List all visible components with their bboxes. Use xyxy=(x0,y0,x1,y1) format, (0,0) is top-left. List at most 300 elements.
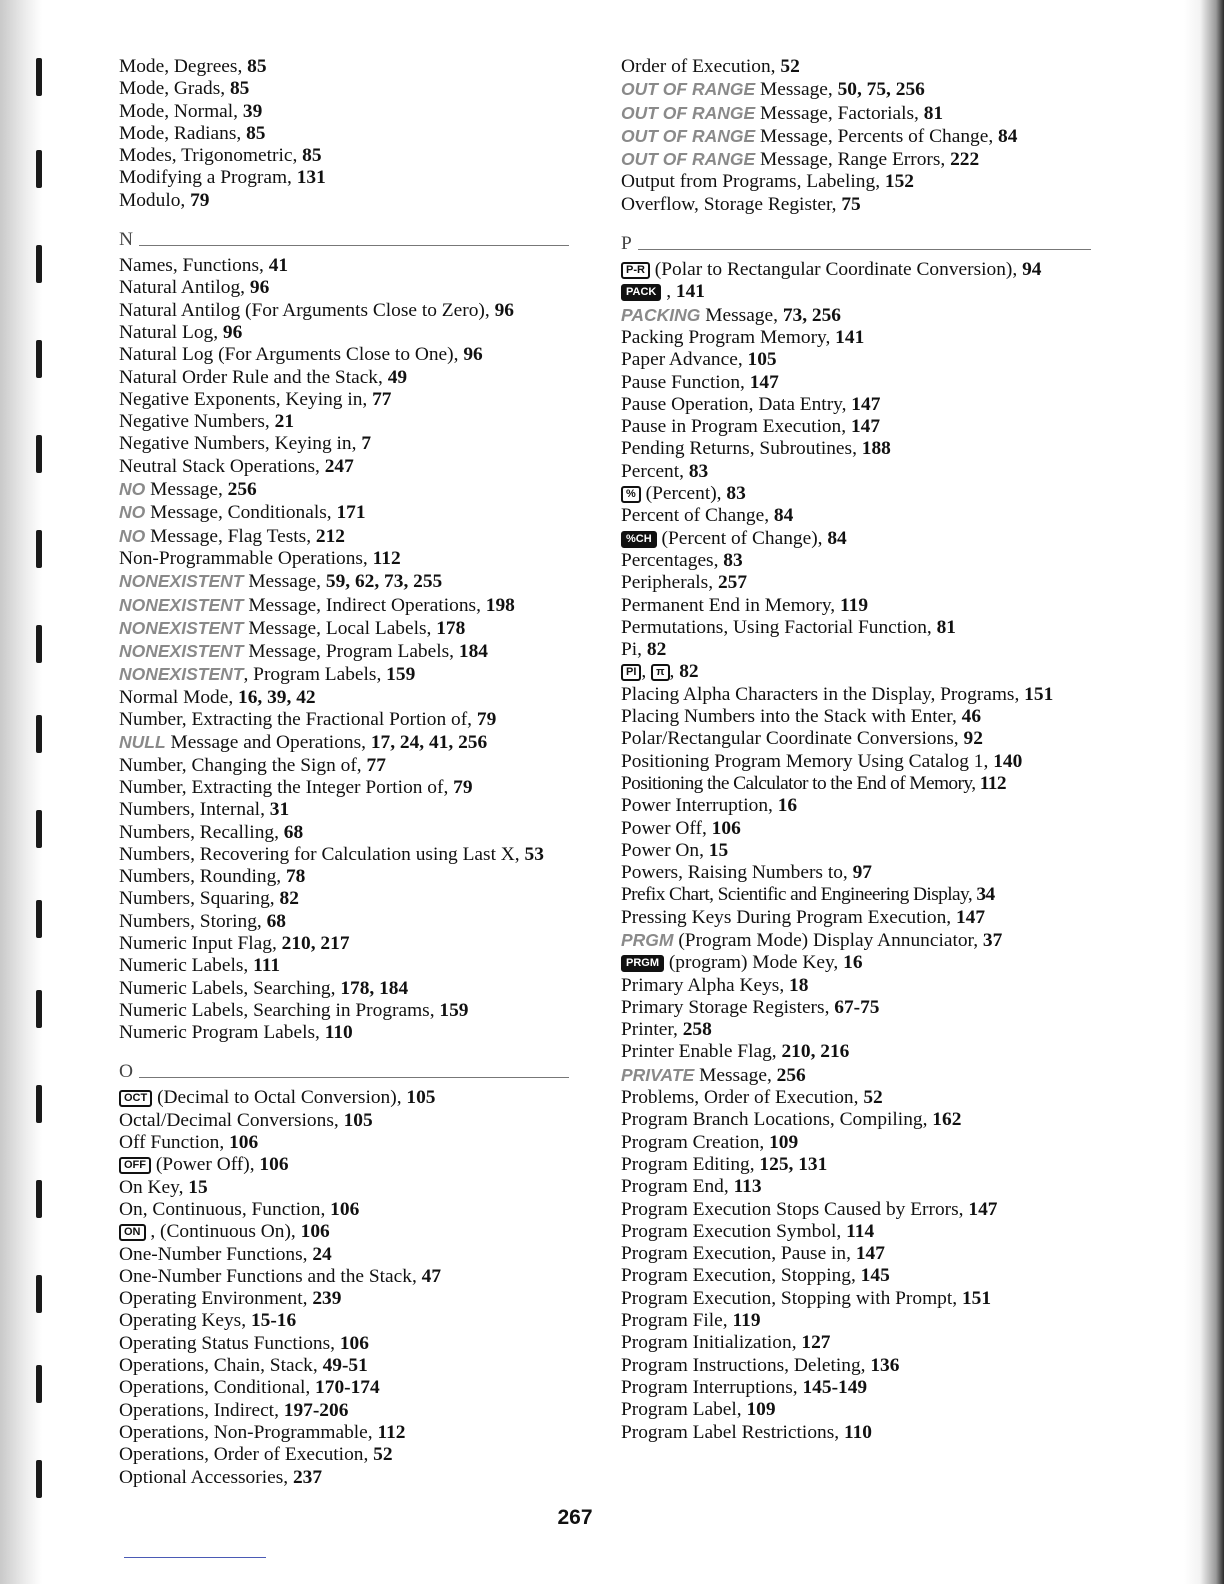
page-ref: 79 xyxy=(453,776,473,798)
display-message: NO xyxy=(119,525,146,546)
entry-text: Placing Numbers into the Stack with Enter, xyxy=(621,706,962,728)
page-ref: 16, 39, 42 xyxy=(238,686,316,708)
index-entry xyxy=(119,687,569,709)
index-entry xyxy=(119,344,569,366)
index-entry xyxy=(621,706,1091,728)
entry-text: Numeric Input Flag, xyxy=(119,932,282,954)
page-ref: 85 xyxy=(247,56,267,77)
entry-text: Message and Operations, xyxy=(165,732,371,754)
entry-text: Program Label Restrictions, xyxy=(621,1421,844,1443)
page-ref: 96 xyxy=(249,277,270,299)
index-entry xyxy=(119,911,569,933)
page-ref: 83 xyxy=(723,549,743,571)
index-entry xyxy=(621,483,1091,505)
index-entry xyxy=(119,1377,569,1399)
page-ref: 82 xyxy=(679,661,699,683)
index-entry xyxy=(621,1288,1091,1310)
entry-text: Percent, xyxy=(621,460,689,482)
index-entry xyxy=(119,640,569,663)
index-entry xyxy=(621,1199,1091,1221)
index-entry xyxy=(119,866,569,888)
index-entry xyxy=(119,755,569,777)
index-entry xyxy=(621,639,1091,661)
index-entry xyxy=(621,349,1091,371)
page-ref: 49-51 xyxy=(322,1355,368,1377)
page-ref: 97 xyxy=(852,862,872,884)
index-column-left xyxy=(119,56,569,1489)
section-letter-p xyxy=(621,233,1091,255)
page-ref: 147 xyxy=(968,1198,998,1220)
page-ref: 18 xyxy=(789,974,809,996)
calculator-key-icon: OCT xyxy=(119,1090,152,1107)
calculator-key-icon: PRGM xyxy=(621,955,664,972)
index-entry xyxy=(119,844,569,866)
index-entry xyxy=(119,411,569,433)
entry-text: Natural Log, xyxy=(119,321,223,343)
page-ref: 59, 62, 73, 255 xyxy=(325,571,443,593)
entry-text: Numbers, Rounding, xyxy=(119,866,286,888)
page-ref: 83 xyxy=(688,460,709,482)
index-entry xyxy=(621,416,1091,438)
entry-text: Program Initialization, xyxy=(621,1332,802,1354)
index-entry xyxy=(621,952,1091,974)
page-ref: 113 xyxy=(733,1176,762,1198)
calculator-key-icon: OFF xyxy=(119,1157,151,1174)
entry-text: (program) Mode Key, xyxy=(664,952,844,974)
entry-text: Message, Program Labels, xyxy=(243,641,459,663)
page-ref: 239 xyxy=(312,1288,342,1310)
entry-text: Numbers, Recalling, xyxy=(119,821,284,843)
entry-text: Message, xyxy=(694,1064,777,1086)
display-message: OUT OF RANGE xyxy=(621,149,756,170)
index-entry xyxy=(119,389,569,411)
index-entry xyxy=(621,304,1091,327)
entry-text: Positioning the Calculator to the End of Memory, xyxy=(621,772,980,794)
page-ref: 52 xyxy=(863,1087,883,1109)
binding-hole xyxy=(36,715,42,753)
page-ref: 68 xyxy=(283,821,304,843)
entry-text: Polar/Rectangular Coordinate Conversions, xyxy=(621,728,964,750)
entry-text: Percentages, xyxy=(621,549,724,571)
page-ref: 96 xyxy=(222,321,243,343)
index-entry xyxy=(621,1176,1091,1198)
index-entry xyxy=(119,300,569,322)
entry-text: Program Creation, xyxy=(621,1131,770,1153)
page-ref: 140 xyxy=(993,750,1023,772)
entry-text: Operating Keys, xyxy=(119,1310,251,1332)
bottom-rule xyxy=(124,1557,266,1558)
display-message: NO xyxy=(119,502,146,523)
page-ref: 112 xyxy=(377,1421,406,1443)
entry-text: Negative Exponents, Keying in, xyxy=(119,388,373,410)
page-ref: 212 xyxy=(315,525,345,547)
page-ref: 145 xyxy=(860,1265,890,1287)
index-entry xyxy=(621,56,1091,78)
page-ref: 256 xyxy=(227,479,257,501)
index-entry xyxy=(621,171,1091,193)
entry-text: (Percent of Change), xyxy=(656,527,828,549)
page-ref: 79 xyxy=(476,709,497,731)
display-message: NONEXISTENT xyxy=(119,571,244,592)
page-ref: 147 xyxy=(855,1243,885,1265)
index-entry xyxy=(621,1243,1091,1265)
index-entry xyxy=(119,1087,569,1109)
section-rule xyxy=(139,1076,569,1078)
entry-text: Neutral Stack Operations, xyxy=(119,455,325,477)
page-ref: 119 xyxy=(840,594,869,616)
entry-text: Message, Percents of Change, xyxy=(755,125,999,147)
entry-text: Operating Status Functions, xyxy=(119,1332,340,1354)
index-entry xyxy=(119,617,569,640)
page-ref: 68 xyxy=(266,910,286,932)
entry-text: , xyxy=(661,281,676,303)
section-rule xyxy=(638,248,1091,250)
index-entry xyxy=(119,1400,569,1422)
entry-text: Output from Programs, Labeling, xyxy=(621,171,885,193)
page-ref: 52 xyxy=(780,56,800,77)
entry-text: , Program Labels, xyxy=(243,664,387,686)
index-column-right xyxy=(621,56,1091,1444)
page-ref: 145-149 xyxy=(802,1376,868,1398)
index-entry xyxy=(119,709,569,731)
page-ref: 106 xyxy=(300,1221,330,1243)
index-entry xyxy=(621,818,1091,840)
page-ref: 85 xyxy=(246,122,266,144)
page-ref: 96 xyxy=(463,344,483,366)
entry-text: Operations, Chain, Stack, xyxy=(119,1355,323,1377)
page-ref: 16 xyxy=(777,795,798,817)
page-ref: 106 xyxy=(711,817,741,839)
entry-text: Operations, Indirect, xyxy=(119,1399,284,1421)
page-ref: 256 xyxy=(776,1064,806,1086)
entry-text: Natural Antilog, xyxy=(119,277,250,299)
entry-text: Message, Range Errors, xyxy=(755,149,951,171)
index-entry xyxy=(621,1109,1091,1131)
entry-text: Placing Alpha Characters in the Display, Programs, xyxy=(621,683,1025,705)
entry-text: Natural Order Rule and the Stack, xyxy=(119,366,388,388)
index-entry xyxy=(119,1154,569,1176)
entry-text: Pause Function, xyxy=(621,371,750,393)
index-entry xyxy=(621,1310,1091,1332)
entry-text: Overflow, Storage Register, xyxy=(621,193,842,215)
index-entry xyxy=(621,438,1091,460)
page-ref: 151 xyxy=(1024,683,1054,705)
index-entry xyxy=(119,145,569,167)
entry-text: Peripherals, xyxy=(621,572,718,594)
page-ref: 247 xyxy=(324,455,354,477)
page-ref: 47 xyxy=(421,1265,442,1287)
index-entry xyxy=(621,1332,1091,1354)
index-entry xyxy=(621,840,1091,862)
page-ref: 84 xyxy=(773,505,794,527)
index-entry xyxy=(119,1022,569,1044)
calculator-key-icon: ON xyxy=(119,1224,146,1241)
binding-hole xyxy=(36,340,42,378)
page-ref: 147 xyxy=(955,906,986,928)
index-entry xyxy=(621,1265,1091,1287)
index-entry xyxy=(621,394,1091,416)
page-ref: 127 xyxy=(801,1332,831,1354)
page-ref: 79 xyxy=(190,189,210,211)
index-entry xyxy=(119,1355,569,1377)
page-ref: 81 xyxy=(923,102,944,124)
entry-text: Problems, Order of Execution, xyxy=(621,1087,864,1109)
index-entry xyxy=(119,1110,569,1132)
binding-spine xyxy=(0,0,42,1584)
page-ref: 83 xyxy=(726,483,746,505)
page-ref: 85 xyxy=(302,145,322,167)
index-entry xyxy=(621,259,1091,281)
page-ref: 50, 75, 256 xyxy=(837,79,925,101)
page-ref: 112 xyxy=(372,547,401,569)
page-ref: 105 xyxy=(406,1087,436,1109)
page-ref: 85 xyxy=(229,78,250,100)
entry-text: Numeric Labels, Searching in Programs, xyxy=(119,999,440,1021)
index-entry xyxy=(621,572,1091,594)
entry-text: Message, Local Labels, xyxy=(243,617,437,639)
page-ref: 15 xyxy=(708,839,729,861)
page-ref: 7 xyxy=(361,433,372,455)
index-entry xyxy=(119,101,569,123)
index-entry xyxy=(621,661,1091,683)
index-entry xyxy=(119,1221,569,1243)
section-letter: P xyxy=(621,232,632,254)
page-ref: 112 xyxy=(979,772,1006,794)
page-ref: 151 xyxy=(961,1287,992,1309)
page-ref: 210, 216 xyxy=(781,1041,850,1063)
calculator-key-icon: PACK xyxy=(621,284,661,301)
index-entry xyxy=(621,929,1091,952)
entry-text: One-Number Functions and the Stack, xyxy=(119,1265,422,1287)
entry-text: Order of Execution, xyxy=(621,56,781,77)
index-entry xyxy=(119,433,569,455)
entry-text: Program Execution, Pause in, xyxy=(621,1243,856,1265)
index-entry xyxy=(621,1064,1091,1087)
entry-text: Off Function, xyxy=(119,1132,230,1154)
display-message: PRGM xyxy=(621,929,674,950)
entry-text: Permanent End in Memory, xyxy=(621,594,840,616)
index-entry xyxy=(119,822,569,844)
entry-text: Numbers, Squaring, xyxy=(119,888,280,910)
binding-hole xyxy=(36,245,42,283)
entry-text: Mode, Degrees, xyxy=(119,56,248,77)
entry-text: , xyxy=(669,661,680,683)
index-entry xyxy=(119,1444,569,1466)
page-ref: 21 xyxy=(274,411,295,433)
entry-text: , xyxy=(641,661,652,683)
index-entry xyxy=(119,1467,569,1489)
entry-text: Message, xyxy=(755,79,838,101)
entry-text: Numbers, Storing, xyxy=(119,910,267,932)
index-entry xyxy=(119,478,569,501)
entry-text: Natural Log (For Arguments Close to One), xyxy=(119,344,464,366)
index-entry xyxy=(621,751,1091,773)
binding-hole xyxy=(36,1180,42,1218)
entry-text: Powers, Raising Numbers to, xyxy=(621,862,853,884)
page-ref: 171 xyxy=(336,502,366,524)
index-entry xyxy=(119,978,569,1000)
binding-hole xyxy=(36,58,42,96)
page-ref: 53 xyxy=(524,843,544,865)
index-entry xyxy=(621,1154,1091,1176)
index-entry xyxy=(621,1377,1091,1399)
entry-text: Percent of Change, xyxy=(621,505,774,527)
display-message: NONEXISTENT xyxy=(119,664,244,685)
page-ref: 222 xyxy=(950,149,980,171)
entry-text: Pause in Program Execution, xyxy=(621,416,851,438)
index-entry xyxy=(621,907,1091,929)
page-ref: 75 xyxy=(841,193,861,215)
calculator-key-icon: P-R xyxy=(621,262,650,279)
index-entry xyxy=(119,78,569,100)
page-ref: 125, 131 xyxy=(759,1153,828,1175)
entry-text: Pending Returns, Subroutines, xyxy=(621,438,862,460)
index-entry xyxy=(621,372,1091,394)
page-ref: 114 xyxy=(846,1220,875,1242)
entry-text: Program Branch Locations, Compiling, xyxy=(621,1109,933,1131)
index-entry xyxy=(119,1310,569,1332)
entry-text: Numbers, Internal, xyxy=(119,799,270,821)
page-ref: 152 xyxy=(884,171,914,193)
page-ref: 170-174 xyxy=(315,1377,380,1399)
index-entry xyxy=(119,955,569,977)
index-entry xyxy=(119,1244,569,1266)
binding-hole xyxy=(36,1460,42,1498)
entry-text: Power Interruption, xyxy=(621,795,778,817)
section-rule xyxy=(139,244,569,246)
index-entry xyxy=(621,1355,1091,1377)
display-message: NONEXISTENT xyxy=(119,641,244,662)
index-entry xyxy=(621,461,1091,483)
binding-hole xyxy=(36,150,42,188)
page-ref: 109 xyxy=(746,1399,776,1421)
index-entry xyxy=(621,102,1091,125)
entry-text: Modifying a Program, xyxy=(119,167,297,189)
index-entry xyxy=(119,1266,569,1288)
entry-text: Negative Numbers, xyxy=(119,411,275,433)
page-ref: 34 xyxy=(976,884,995,906)
entry-text: (Percent), xyxy=(640,483,727,505)
page-ref: 52 xyxy=(373,1444,393,1466)
entry-text: Packing Program Memory, xyxy=(621,326,836,348)
display-message: PRIVATE xyxy=(621,1064,695,1085)
calculator-key-icon: % xyxy=(621,486,641,503)
index-entry xyxy=(621,773,1091,795)
page-ref: 162 xyxy=(932,1109,962,1131)
index-entry xyxy=(119,1288,569,1310)
binding-hole xyxy=(36,1275,42,1313)
page-ref: 147 xyxy=(850,416,881,438)
index-entry xyxy=(119,799,569,821)
entry-text: Program Execution, Stopping with Prompt, xyxy=(621,1287,962,1309)
entry-text: Mode, Normal, xyxy=(119,100,243,122)
section-letter: O xyxy=(119,1061,134,1083)
index-entry xyxy=(621,148,1091,171)
page-ref: 105 xyxy=(747,349,777,371)
entry-text: Modulo, xyxy=(119,189,191,211)
page-ref: 197-206 xyxy=(283,1399,349,1421)
index-entry xyxy=(119,1199,569,1221)
page-ref: 198 xyxy=(485,594,515,616)
section-letter-n xyxy=(119,229,569,251)
entry-text: Non-Programmable Operations, xyxy=(119,547,373,569)
index-entry xyxy=(119,456,569,478)
entry-text: On Key, xyxy=(119,1176,189,1198)
index-entry xyxy=(621,728,1091,750)
entry-text: (Polar to Rectangular Coordinate Conversion), xyxy=(649,259,1023,281)
index-entry xyxy=(621,1019,1091,1041)
index-entry xyxy=(119,548,569,570)
index-entry xyxy=(119,56,569,78)
calculator-key-icon: π xyxy=(651,664,669,681)
entry-text: Primary Storage Registers, xyxy=(621,996,835,1018)
binding-hole xyxy=(36,990,42,1028)
page-ref: 257 xyxy=(717,572,748,594)
entry-text: Operations, Non-Programmable, xyxy=(119,1421,378,1443)
entry-text: Pressing Keys During Program Execution, xyxy=(621,906,956,928)
index-entry xyxy=(621,1041,1091,1063)
entry-text: Program Instructions, Deleting, xyxy=(621,1354,871,1376)
display-message: NULL xyxy=(119,732,166,753)
page-ref: 119 xyxy=(732,1310,761,1332)
entry-text: Normal Mode, xyxy=(119,686,239,708)
binding-hole xyxy=(36,435,42,473)
display-message: NONEXISTENT xyxy=(119,594,244,615)
page-number: 267 xyxy=(557,1506,593,1529)
display-message: OUT OF RANGE xyxy=(621,79,756,100)
entry-text: On, Continuous, Function, xyxy=(119,1198,331,1220)
page-ref: 92 xyxy=(963,728,983,750)
index-entry xyxy=(119,933,569,955)
entry-text: Message, Flag Tests, xyxy=(145,525,316,547)
entry-text: Numbers, Recovering for Calculation using Last X, xyxy=(119,843,525,865)
page-ref: 82 xyxy=(279,888,299,910)
entry-text: Positioning Program Memory Using Catalog 1, xyxy=(621,750,994,772)
entry-text: Numeric Labels, Searching, xyxy=(119,977,341,999)
page-ref: 17, 24, 41, 256 xyxy=(370,732,488,754)
index-entry xyxy=(119,1333,569,1355)
page-ref: 77 xyxy=(366,754,386,776)
index-entry xyxy=(621,1399,1091,1421)
index-entry xyxy=(119,888,569,910)
binding-hole xyxy=(36,625,42,663)
page-ref: 106 xyxy=(259,1154,289,1176)
page-ref: 73, 256 xyxy=(782,304,841,326)
index-entry xyxy=(119,1177,569,1199)
index-entry xyxy=(119,594,569,617)
index-entry xyxy=(621,595,1091,617)
index-entry xyxy=(621,975,1091,997)
entry-text: (Decimal to Octal Conversion), xyxy=(152,1087,407,1109)
index-entry xyxy=(119,777,569,799)
page-ref: 110 xyxy=(324,1022,353,1044)
page-ref: 106 xyxy=(330,1198,360,1220)
page-ref: 131 xyxy=(296,167,326,189)
entry-text: Message, Factorials, xyxy=(755,102,924,124)
index-entry xyxy=(119,255,569,277)
entry-text: Program Label, xyxy=(621,1399,747,1421)
index-entry xyxy=(119,570,569,593)
page-ref: 49 xyxy=(387,366,408,388)
entry-text: Message, Indirect Operations, xyxy=(243,594,486,616)
page-ref: 67-75 xyxy=(834,996,880,1018)
calculator-key-icon: %CH xyxy=(621,531,657,548)
entry-text: Permutations, Using Factorial Function, xyxy=(621,616,937,638)
entry-text: Numeric Labels, xyxy=(119,955,254,977)
section-letter-o xyxy=(119,1061,569,1083)
entry-text: Modes, Trigonometric, xyxy=(119,145,303,167)
display-message: PACKING xyxy=(621,304,701,325)
